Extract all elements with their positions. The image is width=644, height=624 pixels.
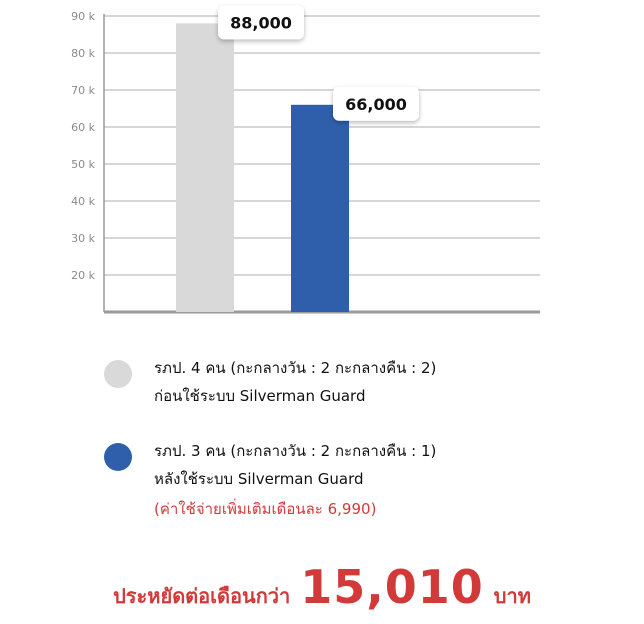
data-label-before: 88,000 — [230, 13, 292, 33]
y-tick-label: 80 k — [71, 47, 95, 60]
savings-summary — [0, 560, 644, 620]
savings-amount: 15,010 — [300, 560, 484, 614]
legend-note-after: (ค่าใช้จ่ายเพิ่มเติมเดือนละ 6,990) — [154, 500, 377, 518]
bar-after — [291, 105, 349, 312]
y-tick-label: 30 k — [71, 232, 95, 245]
data-labels — [218, 5, 419, 120]
y-tick-label: 20 k — [71, 269, 95, 282]
y-tick-label: 70 k — [71, 84, 95, 97]
bars — [176, 23, 349, 312]
y-tick-label: 90 k — [71, 10, 95, 23]
bar-before — [176, 23, 234, 312]
legend-line1-before: รภป. 4 คน (กะกลางวัน : 2 กะกลางคืน : 2) — [154, 359, 437, 377]
y-tick-label: 60 k — [71, 121, 95, 134]
data-label-after: 66,000 — [345, 94, 407, 114]
y-tick-label: 40 k — [71, 195, 95, 208]
legend-line2-after: หลังใช้ระบบ Silverman Guard — [154, 470, 364, 488]
y-tick-label: 50 k — [71, 158, 95, 171]
legend-swatch-after — [104, 443, 132, 471]
savings-prefix: ประหยัดต่อเดือนกว่า — [113, 584, 291, 608]
legend-swatch-before — [104, 360, 132, 388]
y-axis-ticks — [71, 10, 95, 282]
legend-item-after — [104, 441, 624, 531]
legend-line1-after: รภป. 3 คน (กะกลางวัน : 2 กะกลางคืน : 1) — [154, 442, 437, 460]
legend-item-before — [104, 358, 624, 418]
savings-suffix: บาท — [493, 584, 531, 608]
legend-line2-before: ก่อนใช้ระบบ Silverman Guard — [154, 387, 366, 405]
